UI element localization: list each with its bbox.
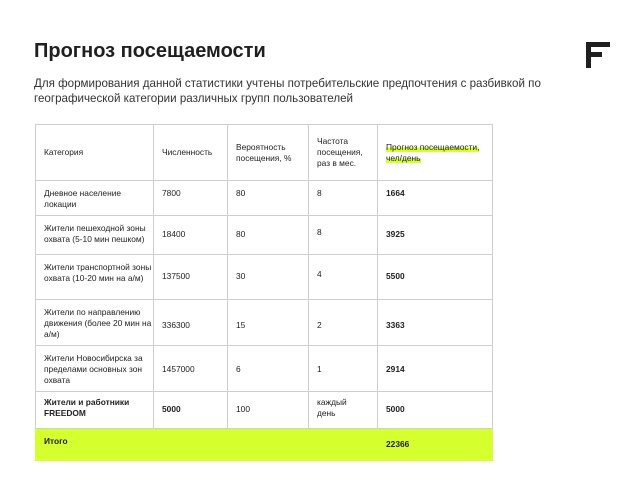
table-row — [36, 216, 493, 255]
cell-probability: 80 — [228, 181, 309, 216]
cell-forecast: 3363 — [378, 300, 493, 346]
header-forecast-label: Прогноз посещаемости, чел/день — [386, 141, 480, 163]
cell-forecast: 1664 — [378, 181, 493, 216]
header-forecast — [378, 125, 493, 181]
cell-category: Жители транспортной зоны охвата (10-20 мин на а/м) — [36, 255, 154, 300]
page-title: Прогноз посещаемости — [34, 40, 266, 62]
table-row — [36, 300, 493, 346]
table-header-row — [36, 125, 493, 181]
forecast-table — [35, 124, 493, 461]
cell-forecast: 2914 — [378, 346, 493, 392]
cell-forecast: 3925 — [378, 216, 493, 255]
header-frequency: Частота посещения, раз в мес. — [309, 125, 378, 181]
cell-population: 336300 — [154, 300, 228, 346]
cell-frequency: 8 — [309, 181, 378, 216]
cell-probability: 15 — [228, 300, 309, 346]
cell-probability: 100 — [228, 392, 309, 429]
cell-forecast: 5000 — [378, 392, 493, 429]
cell-total-label: Итого — [36, 429, 154, 461]
cell-category: Жители пешеходной зоны охвата (5-10 мин пешком) — [36, 216, 154, 255]
cell-total-blank — [154, 429, 228, 461]
cell-category: Дневное население локации — [36, 181, 154, 216]
brand-logo-icon — [586, 42, 610, 68]
table-row — [36, 181, 493, 216]
cell-probability: 6 — [228, 346, 309, 392]
cell-frequency: 2 — [309, 300, 378, 346]
table-row — [36, 255, 493, 300]
cell-probability: 30 — [228, 255, 309, 300]
cell-frequency: 1 — [309, 346, 378, 392]
cell-population: 137500 — [154, 255, 228, 300]
cell-category: Жители по направлению движения (более 20 мин на а/м) — [36, 300, 154, 346]
cell-total-value: 22366 — [378, 429, 493, 461]
cell-category: Жители Новосибирска за пределами основных зон охвата — [36, 346, 154, 392]
header-population: Численность — [154, 125, 228, 181]
cell-category: Жители и работники FREEDOM — [36, 392, 154, 429]
cell-population: 18400 — [154, 216, 228, 255]
table-row — [36, 346, 493, 392]
table-row — [36, 392, 493, 429]
cell-population: 1457000 — [154, 346, 228, 392]
page-subtitle: Для формирования данной статистики учтены потребительские предпочтения с разбивкой по географической категории различных групп пользователей — [34, 77, 541, 105]
cell-forecast: 5500 — [378, 255, 493, 300]
cell-population: 7800 — [154, 181, 228, 216]
cell-frequency: 4 — [309, 255, 378, 300]
cell-frequency: каждый день — [309, 392, 378, 429]
cell-population: 5000 — [154, 392, 228, 429]
cell-total-blank — [309, 429, 378, 461]
cell-total-blank — [228, 429, 309, 461]
table-total-row — [36, 429, 493, 461]
header-category: Категория — [36, 125, 154, 181]
header-probability: Вероятность посещения, % — [228, 125, 309, 181]
cell-probability: 80 — [228, 216, 309, 255]
cell-frequency: 8 — [309, 216, 378, 255]
